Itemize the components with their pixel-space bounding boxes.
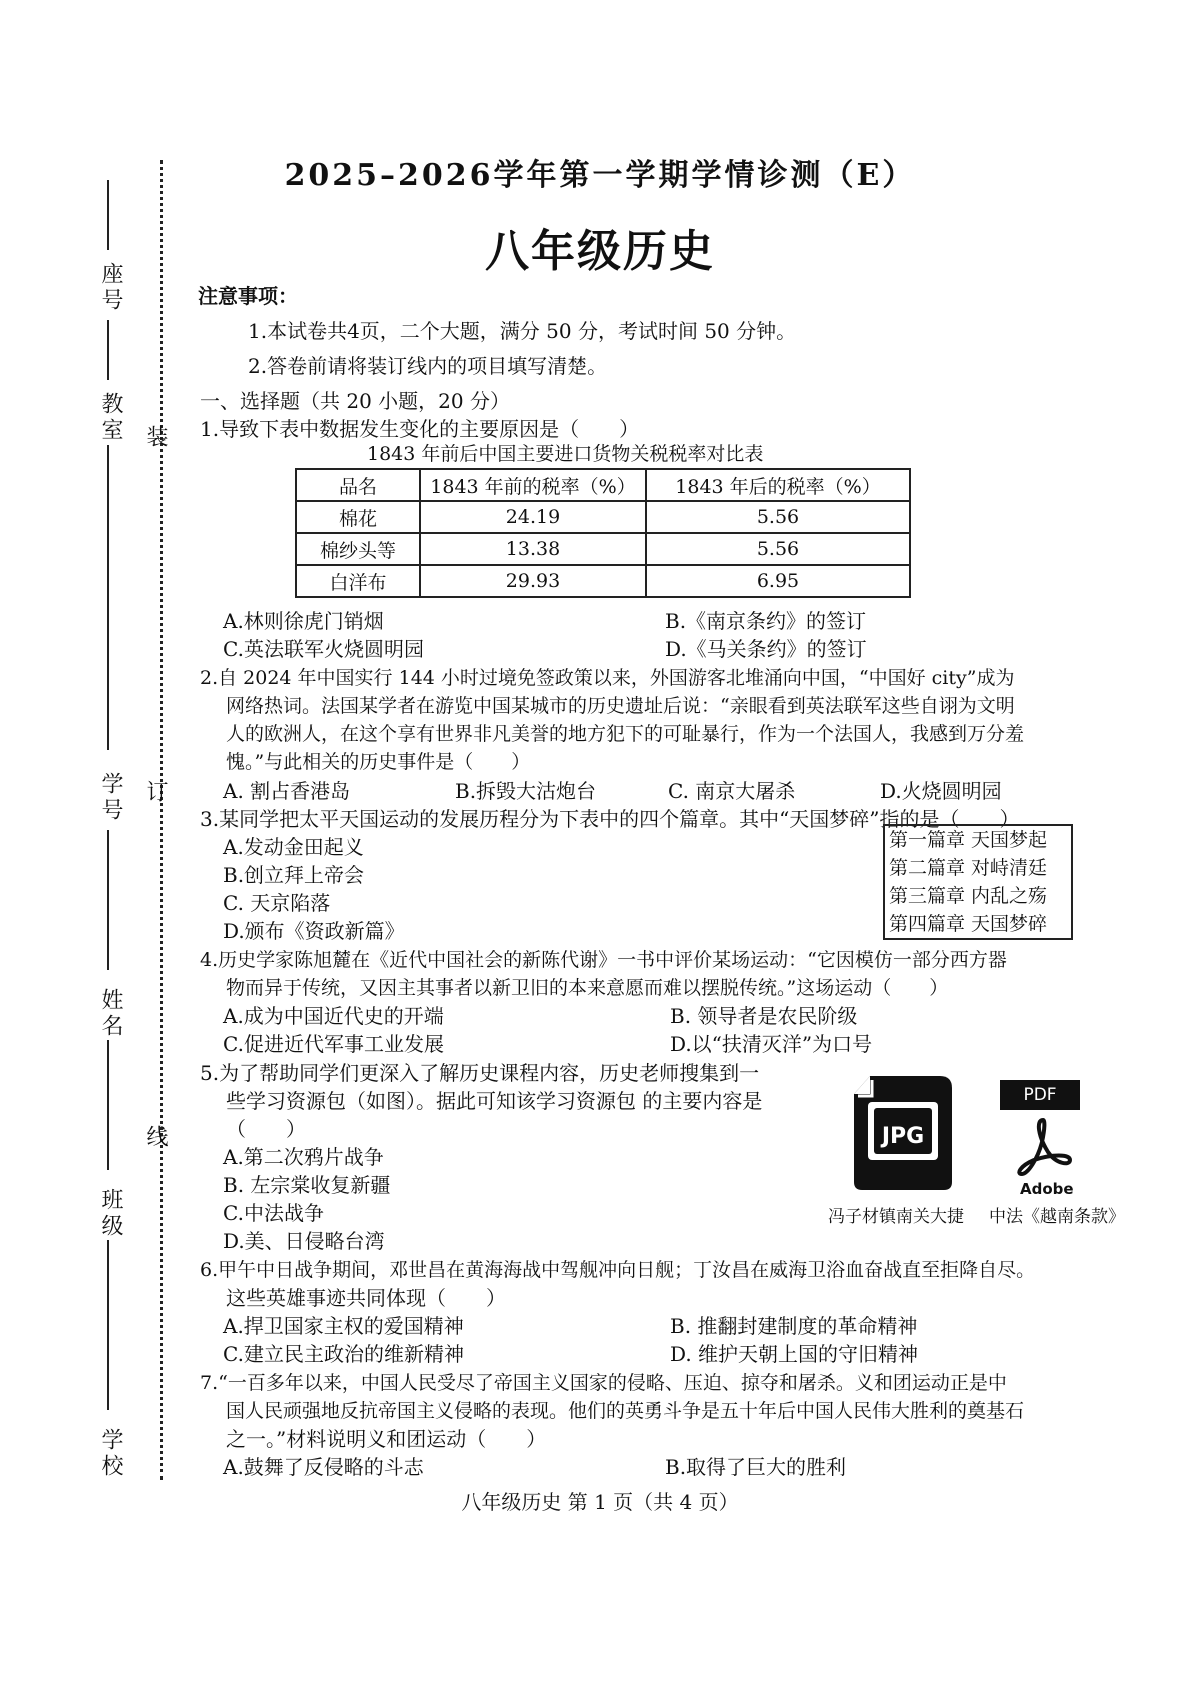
pdf-badge: PDF — [1000, 1080, 1080, 1110]
q5-option-a[interactable]: A.第二次鸦片战争 — [223, 1145, 384, 1169]
q1-option-d[interactable]: D.《马关条约》的签订 — [665, 637, 867, 661]
table-cell: 5.56 — [646, 501, 910, 533]
q3-option-d[interactable]: D.颁布《资政新篇》 — [223, 919, 405, 943]
q1-stem: 1.导致下表中数据发生变化的主要原因是（ ） — [200, 417, 640, 441]
table-cell: 棉花 — [296, 501, 420, 533]
school-blank[interactable] — [107, 1240, 109, 1410]
q5-stem-line: （ ） — [226, 1117, 306, 1141]
q2-option-c[interactable]: C. 南京大屠杀 — [668, 779, 796, 803]
binding-line — [160, 160, 163, 1480]
q2-option-d[interactable]: D.火烧圆明园 — [880, 779, 1002, 803]
table-row — [296, 501, 910, 533]
q4-stem-line: 物而异于传统，又因主其事者以新卫旧的本来意愿而难以摆脱传统。”这场运动（ ） — [226, 977, 949, 999]
classroom-blank[interactable] — [107, 320, 109, 380]
jpg-label: JPG — [881, 1124, 925, 1149]
q4-option-a[interactable]: A.成为中国近代史的开端 — [223, 1004, 444, 1028]
jpg-file-icon — [848, 1072, 958, 1194]
binding-mark-ding: 订 — [143, 780, 168, 802]
q1-option-c[interactable]: C.英法联军火烧圆明园 — [223, 637, 424, 661]
table-cell: 6.95 — [646, 565, 910, 597]
table-cell: 5.56 — [646, 533, 910, 565]
school-label: 学校 — [98, 1428, 123, 1480]
seat-number-blank[interactable] — [107, 180, 109, 250]
notice-item: 1.本试卷共4页，二个大题，满分 50 分，考试时间 50 分钟。 — [248, 319, 797, 343]
q7-option-a[interactable]: A.鼓舞了反侵略的斗志 — [223, 1455, 424, 1479]
chapter-box — [883, 824, 1073, 940]
table-cell: 棉纱头等 — [296, 533, 420, 565]
q2-stem-line: 2.自 2024 年中国实行 144 小时过境免签政策以来，外国游客北堆涌向中国，“中国好 city”成为 — [200, 667, 1015, 689]
binding-mark-xian: 线 — [143, 1125, 168, 1147]
q7-stem-line: 7.“一百多年以来，中国人民受尽了帝国主义国家的侵略、压迫、掠夺和屠杀。义和团运动正是中 — [200, 1372, 1007, 1394]
adobe-label: Adobe — [1020, 1180, 1074, 1198]
q7-option-b[interactable]: B.取得了巨大的胜利 — [665, 1455, 847, 1479]
q6-option-d[interactable]: D. 维护天朝上国的守旧精神 — [670, 1342, 919, 1366]
exam-subject: 八年级历史 — [485, 226, 715, 277]
seat-number-label: 座号 — [98, 262, 123, 314]
table-header-cell: 1843 年后的税率（%） — [646, 469, 910, 501]
q2-stem-line: 人的欧洲人，在这个享有世界非凡美誉的地方犯下的可耻暴行，作为一个法国人，我感到万分羞 — [226, 723, 1025, 745]
q4-stem-line: 4.历史学家陈旭麓在《近代中国社会的新陈代谢》一书中评价某场运动：“它因模仿一部分西方器 — [200, 949, 1007, 971]
acrobat-icon — [1008, 1112, 1078, 1182]
q5-option-d[interactable]: D.美、日侵略台湾 — [223, 1229, 385, 1253]
q2-option-b[interactable]: B.拆毁大沽炮台 — [455, 779, 597, 803]
table-row — [296, 533, 910, 565]
jpg-caption: 冯子材镇南关大捷 — [828, 1207, 964, 1227]
name-blank[interactable] — [107, 830, 109, 970]
q7-stem-line: 之一。”材料说明义和团运动（ ） — [226, 1427, 547, 1451]
table-header-cell: 1843 年前的税率（%） — [420, 469, 646, 501]
q3-option-a[interactable]: A.发动金田起义 — [223, 835, 364, 859]
classroom-label: 教室 — [98, 392, 123, 444]
q6-stem-line: 6.甲午中日战争期间，邓世昌在黄海海战中驾舰冲向日舰；丁汝昌在威海卫浴血奋战直至拒降自尽。 — [200, 1259, 1036, 1281]
chapter-item: 第二篇章 对峙清廷 — [889, 857, 1048, 879]
name-label: 姓名 — [98, 988, 123, 1040]
section-heading: 一、选择题（共 20 小题，20 分） — [200, 389, 510, 413]
student-id-blank[interactable] — [107, 445, 109, 750]
chapter-item: 第四篇章 天国梦碎 — [889, 913, 1048, 935]
table-header-cell: 品名 — [296, 469, 420, 501]
q6-stem-line: 这些英雄事迹共同体现（ ） — [226, 1286, 506, 1310]
q6-option-a[interactable]: A.捍卫国家主权的爱国精神 — [223, 1314, 464, 1338]
table-cell: 白洋布 — [296, 565, 420, 597]
exam-title: 2025–2026学年第一学期学情诊测（E） — [284, 158, 916, 193]
page-footer: 八年级历史 第 1 页（共 4 页） — [461, 1490, 739, 1514]
q1-table-caption: 1843 年前后中国主要进口货物关税税率对比表 — [367, 443, 764, 465]
student-id-label: 学号 — [98, 772, 123, 824]
q7-stem-line: 国人民顽强地反抗帝国主义侵略的表现。他们的英勇斗争是五十年后中国人民伟大胜利的奠基石 — [226, 1400, 1025, 1422]
table-cell: 29.93 — [420, 565, 646, 597]
q2-stem-line: 网络热词。法国某学者在游览中国某城市的历史遗址后说：“亲眼看到英法联军这些自诩为文明 — [226, 695, 1015, 717]
q5-stem-line: 些学习资源包（如图）。据此可知该学习资源包 的主要内容是 — [226, 1089, 763, 1113]
class-label: 班级 — [98, 1188, 123, 1240]
q4-option-c[interactable]: C.促进近代军事工业发展 — [223, 1032, 444, 1056]
q2-option-a[interactable]: A. 割占香港岛 — [223, 779, 351, 803]
chapter-item: 第一篇章 天国梦起 — [889, 829, 1048, 851]
notice-heading: 注意事项： — [198, 284, 298, 308]
class-blank[interactable] — [107, 1040, 109, 1170]
table-header-row — [296, 469, 910, 501]
q1-option-a[interactable]: A.林则徐虎门销烟 — [223, 609, 384, 633]
pdf-caption: 中法《越南条款》 — [989, 1207, 1125, 1227]
q6-option-b[interactable]: B. 推翻封建制度的革命精神 — [670, 1314, 918, 1338]
q3-option-b[interactable]: B.创立拜上帝会 — [223, 863, 365, 887]
chapter-item: 第三篇章 内乱之殇 — [889, 885, 1048, 907]
binding-mark-zhuang: 装 — [143, 425, 168, 447]
q5-stem-line: 5.为了帮助同学们更深入了解历史课程内容，历史老师搜集到一 — [200, 1061, 760, 1085]
q5-option-c[interactable]: C.中法战争 — [223, 1201, 324, 1225]
q3-stem: 3.某同学把太平天国运动的发展历程分为下表中的四个篇章。其中“天国梦碎”指的是（ ） — [200, 807, 1020, 831]
table-row — [296, 565, 910, 597]
table-cell: 24.19 — [420, 501, 646, 533]
q6-option-c[interactable]: C.建立民主政治的维新精神 — [223, 1342, 464, 1366]
q3-option-c[interactable]: C. 天京陷落 — [223, 891, 331, 915]
q4-option-d[interactable]: D.以“扶清灭洋”为口号 — [670, 1032, 873, 1056]
q4-option-b[interactable]: B. 领导者是农民阶级 — [670, 1004, 858, 1028]
table-cell: 13.38 — [420, 533, 646, 565]
q1-option-b[interactable]: B.《南京条约》的签订 — [665, 609, 867, 633]
q2-stem-line: 愧。”与此相关的历史事件是（ ） — [226, 751, 531, 773]
notice-item: 2.答卷前请将装订线内的项目填写清楚。 — [248, 354, 608, 378]
tariff-table — [295, 468, 911, 598]
q5-option-b[interactable]: B. 左宗棠收复新疆 — [223, 1173, 391, 1197]
